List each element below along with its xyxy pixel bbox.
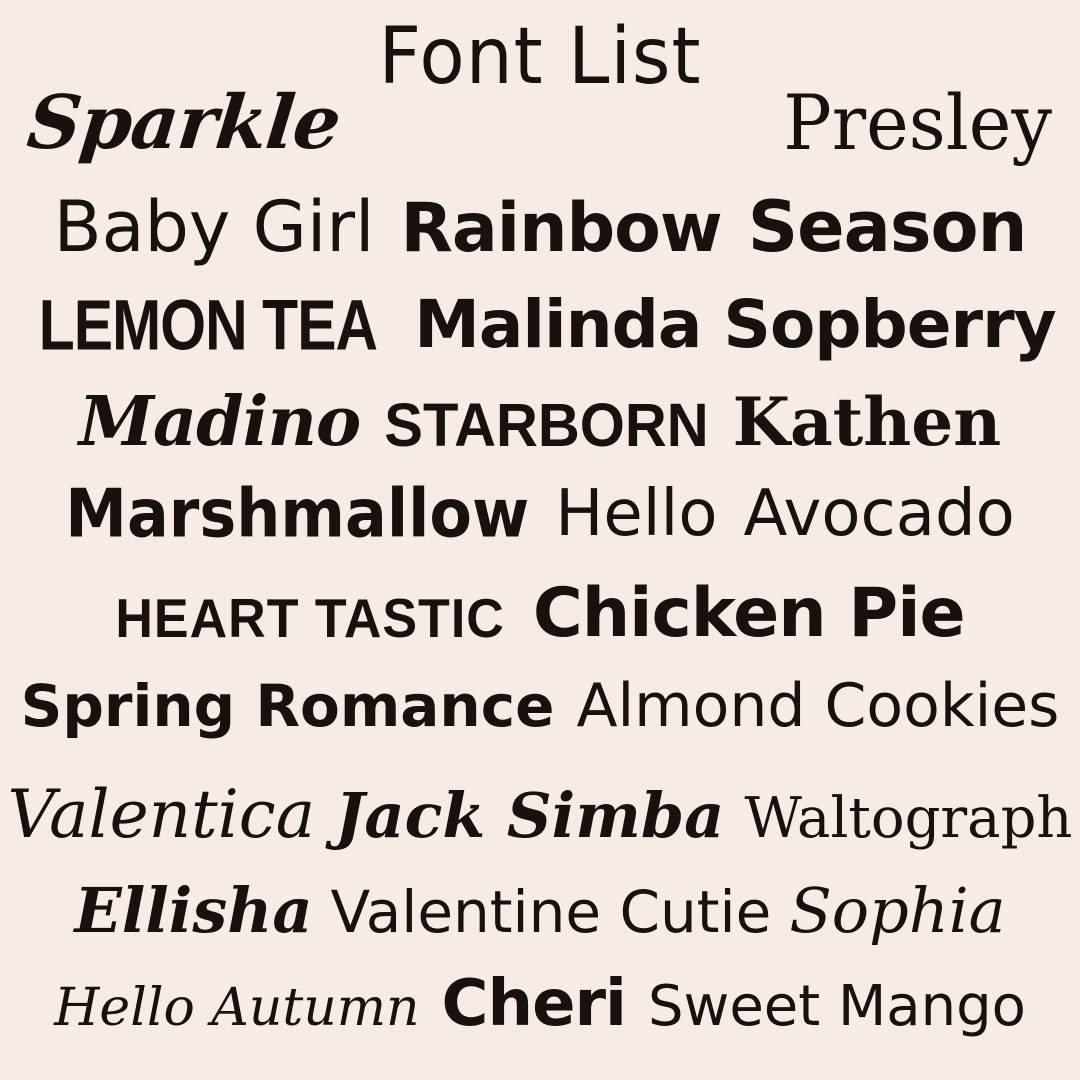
font-row-1 — [0, 78, 1080, 168]
font-sample-lemon-tea: LEMON TEA — [39, 284, 378, 366]
font-sample-spring-romance: Spring Romance — [20, 672, 555, 740]
font-sample-starborn: STARBORN — [384, 391, 709, 460]
font-row-8 — [0, 776, 1080, 853]
page-title: Font List — [378, 12, 702, 102]
font-row-4 — [0, 382, 1080, 462]
font-sample-season: Season — [747, 186, 1027, 268]
font-sample-waltograph: Waltograph — [744, 786, 1073, 851]
font-sample-chicken-pie: Chicken Pie — [532, 574, 965, 653]
font-sample-sophia: Sophia — [789, 874, 1006, 947]
font-row-2 — [0, 186, 1080, 268]
font-sample-jack-simba: Jack Simba — [335, 779, 725, 852]
font-sample-madino: Madino — [78, 382, 361, 462]
font-sample-malinda: Malinda — [414, 286, 702, 363]
font-sample-baby-girl: Baby Girl — [53, 186, 375, 268]
font-row-7 — [0, 671, 1080, 741]
font-sample-cheri: Cheri — [441, 967, 626, 1041]
font-sample-sopberry: Sopberry — [723, 286, 1056, 363]
font-sample-heart-tastic: HEART TASTIC — [115, 588, 505, 650]
font-sample-ellisha: Ellisha — [74, 874, 313, 947]
font-sample-hello-autumn: Hello Autumn — [54, 978, 420, 1038]
font-sample-valentine-cutie: Valentine Cutie — [330, 878, 772, 946]
font-sample-marshmallow: Marshmallow — [65, 474, 530, 553]
font-sample-sparkle: Sparkle — [23, 80, 345, 166]
font-row-5 — [0, 474, 1080, 553]
font-sample-presley: Presley — [783, 78, 1052, 168]
font-sample-avocado: Avocado — [743, 477, 1015, 551]
font-sample-hello: Hello — [555, 477, 718, 551]
font-sample-almond-cookies: Almond Cookies — [576, 671, 1060, 741]
font-row-3 — [0, 284, 1080, 366]
font-sample-valentica: Valentica — [7, 776, 316, 853]
font-sample-sweet-mango: Sweet Mango — [647, 974, 1026, 1039]
font-sample-kathen: Kathen — [732, 383, 1002, 461]
font-sample-rainbow: Rainbow — [400, 189, 722, 268]
font-row-10 — [0, 967, 1080, 1041]
font-row-9 — [0, 874, 1080, 947]
font-row-6 — [0, 574, 1080, 653]
